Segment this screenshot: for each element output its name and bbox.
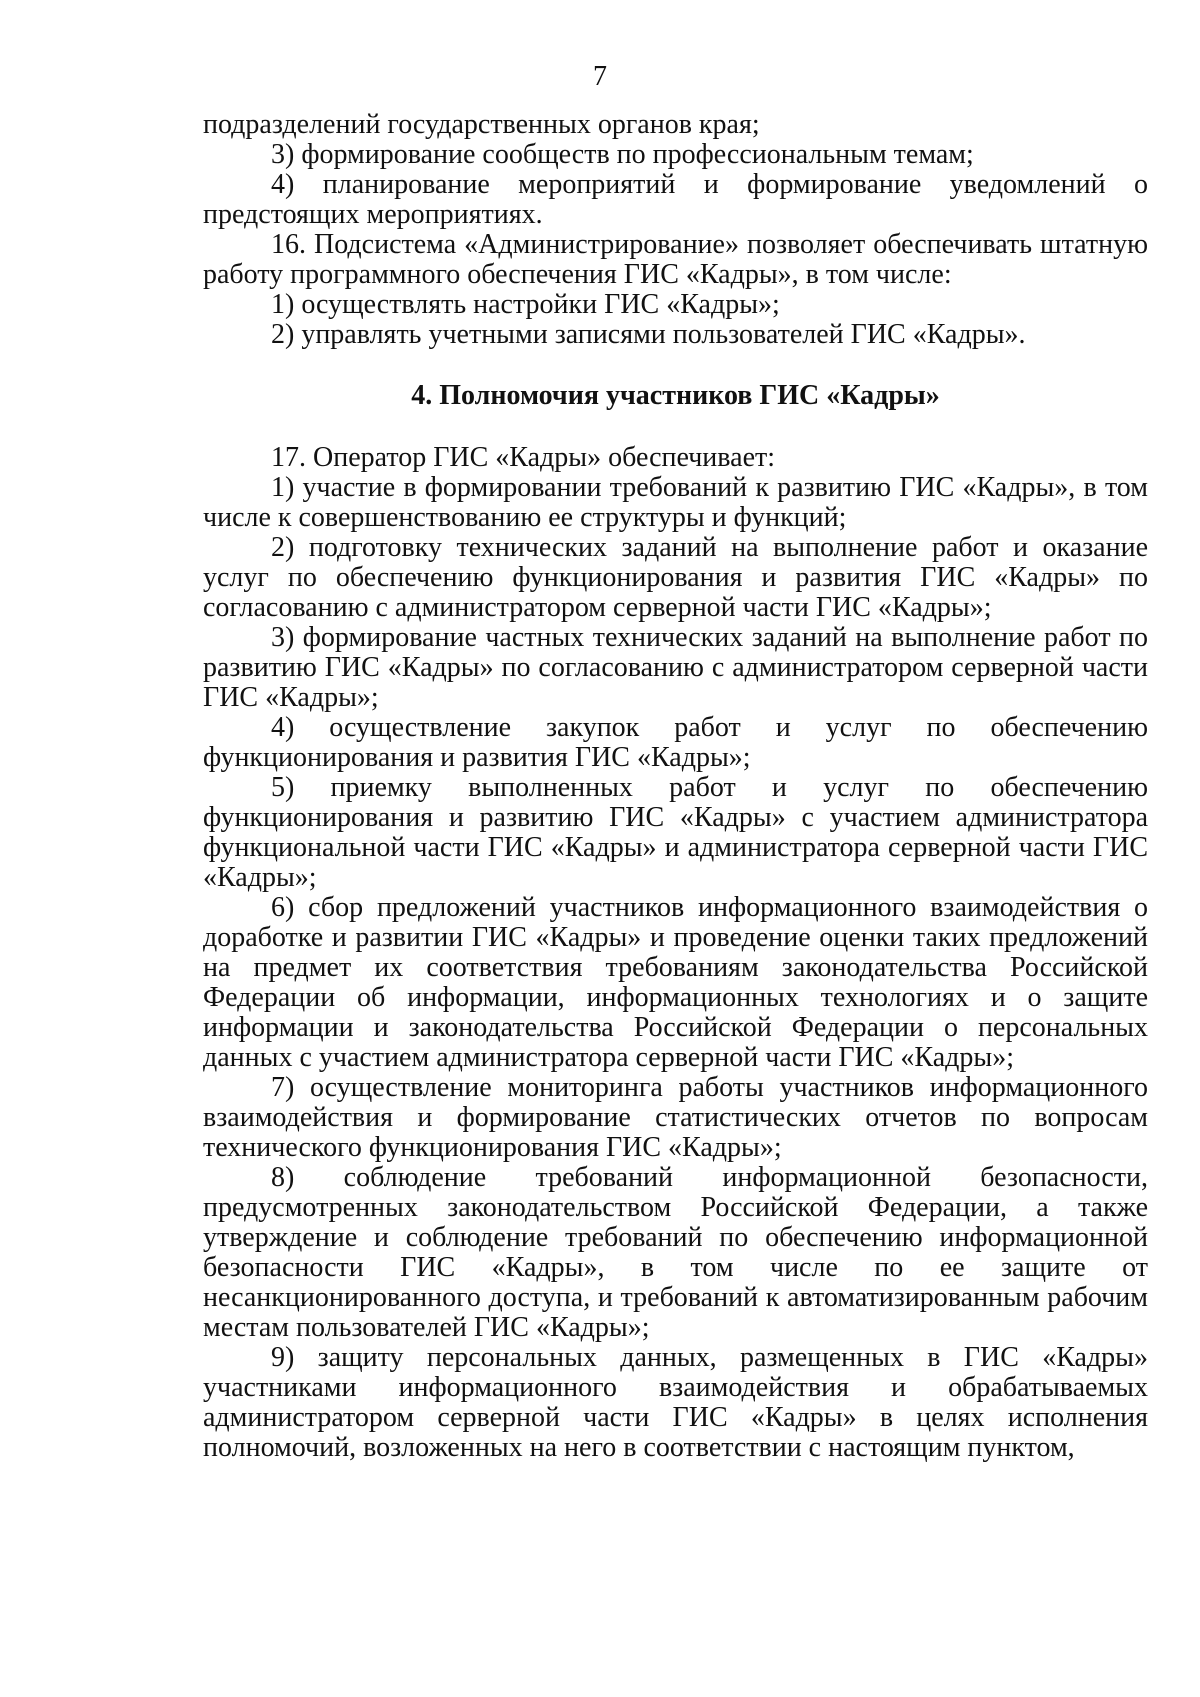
paragraph: 4) осуществление закупок работ и услуг по обеспечению функционирования и развития ГИС «Кадры»;: [203, 712, 1148, 773]
paragraph: 2) подготовку технических заданий на выполнение работ и оказание услуг по обеспечению функционирования и развития ГИС «Кадры» по согласованию с администратором серверной части ГИС «Кадры»;: [203, 532, 1148, 623]
paragraph: 16. Подсистема «Администрирование» позволяет обеспечивать штатную работу программного обеспечения ГИС «Кадры», в том числе:: [203, 229, 1148, 290]
paragraph: 17. Оператор ГИС «Кадры» обеспечивает:: [271, 442, 776, 473]
document-body: [203, 110, 1148, 1463]
paragraph: 3) формирование сообществ по профессиональным темам;: [271, 139, 974, 170]
paragraph: 1) участие в формировании требований к развитию ГИС «Кадры», в том числе к совершенствованию ее структуры и функций;: [203, 472, 1148, 533]
paragraph: 9) защиту персональных данных, размещенных в ГИС «Кадры» участниками информационного взаимодействия и обрабатываемых администратором серверной части ГИС «Кадры» в целях исполнения полномочий, возложенных на него в соответствии с настоящим пунктом,: [203, 1342, 1148, 1463]
page-number: 7: [593, 61, 607, 92]
paragraph: 3) формирование частных технических заданий на выполнение работ по развитию ГИС «Кадры» по согласованию с администратором серверной части ГИС «Кадры»;: [203, 622, 1148, 713]
paragraph: 7) осуществление мониторинга работы участников информационного взаимодействия и формирование статистических отчетов по вопросам технического функционирования ГИС «Кадры»;: [203, 1072, 1148, 1163]
paragraphs-before-heading: [203, 110, 1148, 350]
paragraph: 1) осуществлять настройки ГИС «Кадры»;: [271, 289, 780, 320]
paragraph: подразделений государственных органов края;: [203, 109, 760, 140]
paragraph: 6) сбор предложений участников информационного взаимодействия о доработке и развитии ГИС «Кадры» и проведение оценки таких предложений на предмет их соответствия требованиям законодательства Российской Федерации об информации, информационных технологиях и о защите информации и законодательства Российской Федерации о персональных данных с участием администратора серверной части ГИС «Кадры»;: [203, 892, 1148, 1073]
paragraph: 8) соблюдение требований информационной безопасности, предусмотренных законодательством Российской Федерации, а также утверждение и соблюдение требований по обеспечению информационной безопасности ГИС «Кадры», в том числе по ее защите от несанкционированного доступа, и требований к автоматизированным рабочим местам пользователей ГИС «Кадры»;: [203, 1162, 1148, 1343]
paragraphs-after-heading: [203, 443, 1148, 1463]
paragraph: 2) управлять учетными записями пользователей ГИС «Кадры».: [271, 319, 1026, 350]
section-heading: 4. Полномочия участников ГИС «Кадры»: [411, 380, 940, 411]
paragraph: 5) приемку выполненных работ и услуг по обеспечению функционирования и развитию ГИС «Кадры» с участием администратора функциональной части ГИС «Кадры» и администратора серверной части ГИС «Кадры»;: [203, 772, 1148, 893]
paragraph: 4) планирование мероприятий и формирование уведомлений о предстоящих мероприятиях.: [203, 169, 1148, 230]
